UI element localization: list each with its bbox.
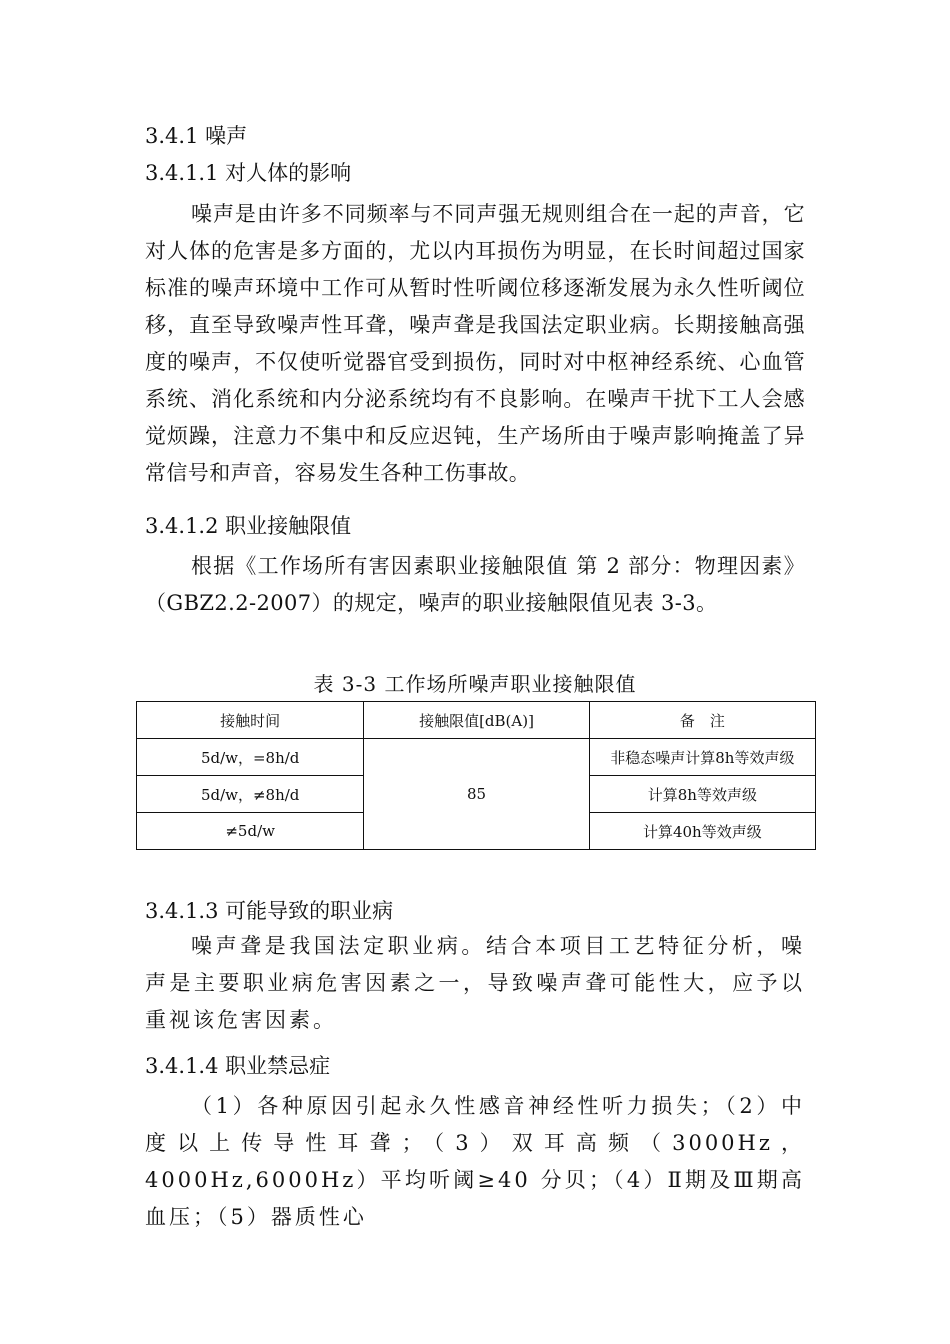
subsection-heading-occupational-disease: 3.4.1.3 可能导致的职业病 [145,899,394,923]
cell-note: 计算40h等效声级 [589,813,815,850]
header-limit-value: 接触限值[dB(A)] [364,702,589,739]
occupational-disease-paragraph: 噪声聋是我国法定职业病。结合本项目工艺特征分析，噪声是主要职业病危害因素之一，导致噪声聋可能性大，应予以重视该危害因素。 [145,934,805,1032]
cell-exposure-time: 5d/w，≠8h/d [137,776,364,813]
cell-note: 非稳态噪声计算8h等效声级 [589,739,815,776]
cell-exposure-time: ≠5d/w [137,813,364,850]
cell-exposure-time: 5d/w，=8h/d [137,739,364,776]
contraindications-paragraph: （1）各种原因引起永久性感音神经性听力损失；（2）中度以上传导性耳聋；（3）双耳高频（3000Hz，4000Hz,6000Hz）平均听阈≥40 分贝；（4）Ⅱ期及Ⅲ期高血压；（5）器质性心 [145,1094,805,1229]
section-heading: 3.4.1 噪声 [145,124,248,148]
cell-note: 计算8h等效声级 [589,776,815,813]
subsection-heading-contraindications: 3.4.1.4 职业禁忌症 [145,1054,331,1078]
table-caption: 表 3-3 工作场所噪声职业接触限值 [313,672,637,696]
table-header-row [137,702,816,739]
health-effects-paragraph: 噪声是由许多不同频率与不同声强无规则组合在一起的声音，它对人体的危害是多方面的，尤以内耳损伤为明显，在长时间超过国家标准的噪声环境中工作可从暂时性听阈位移逐渐发展为永久性听阈位移，直至导致噪声性耳聋，噪声聋是我国法定职业病。长期接触高强度的噪声，不仅使听觉器官受到损伤，同时对中枢神经系统、心血管系统、消化系统和内分泌系统均有不良影响。在噪声干扰下工人会感觉烦躁，注意力不集中和反应迟钝，生产场所由于噪声影响掩盖了异常信号和声音，容易发生各种工伤事故。 [145,202,805,485]
subsection-heading-health-effects: 3.4.1.1 对人体的影响 [145,161,352,185]
header-notes: 备 注 [589,702,815,739]
header-exposure-time: 接触时间 [137,702,364,739]
table-row [137,739,816,776]
subsection-heading-exposure-limits: 3.4.1.2 职业接触限值 [145,514,352,538]
cell-limit-value: 85 [364,739,589,850]
exposure-limits-paragraph: 根据《工作场所有害因素职业接触限值 第 2 部分：物理因素》（GBZ2.2-2007）的规定，噪声的职业接触限值见表 3-3。 [145,554,805,615]
noise-limit-table [136,701,816,850]
